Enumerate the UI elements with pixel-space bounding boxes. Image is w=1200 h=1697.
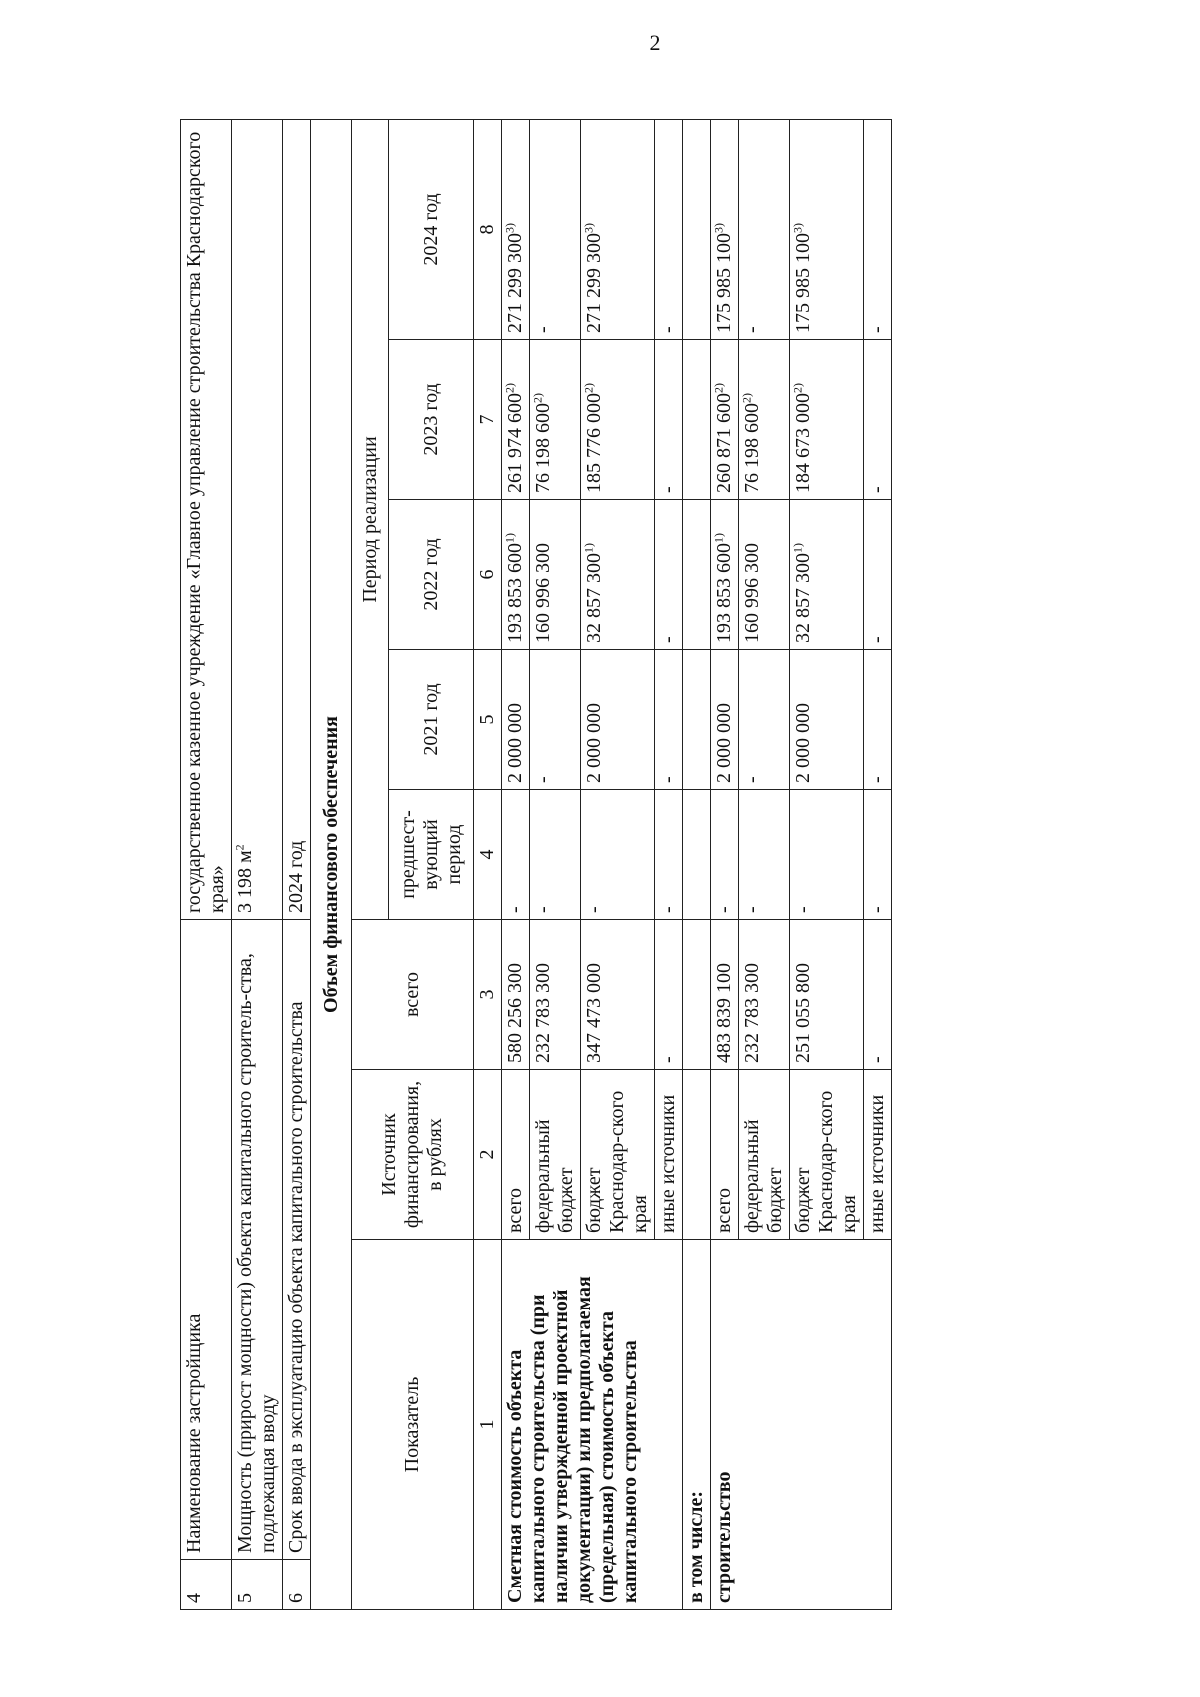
info-row-label: Срок ввода в эксплуатацию объекта капитального строительства bbox=[283, 919, 311, 1559]
capacity-unit-exponent: 2 bbox=[232, 844, 247, 851]
info-row-number: 5 bbox=[232, 1560, 283, 1610]
column-number: 8 bbox=[474, 119, 502, 339]
amount-cell bbox=[790, 649, 864, 789]
amount-value: 2 000 000 bbox=[792, 702, 814, 783]
info-row-value: государственное казенное учреждение «Главное управление строительства Краснодарского края» bbox=[181, 119, 232, 919]
rotated-table-container bbox=[180, 120, 1130, 1610]
header-year: 2024 год bbox=[389, 119, 474, 339]
column-number: 7 bbox=[474, 339, 502, 499]
amount-cell bbox=[864, 919, 892, 1069]
footnote-mark: 1) bbox=[502, 532, 517, 543]
amount-value: 260 871 600 bbox=[713, 392, 735, 493]
info-row-number: 6 bbox=[283, 1560, 311, 1610]
amount-value: 76 198 600 bbox=[741, 402, 763, 493]
info-row-value bbox=[232, 119, 283, 919]
header-year: 2021 год bbox=[389, 649, 474, 789]
table-row bbox=[502, 119, 530, 1609]
amount-cell bbox=[655, 339, 683, 499]
amount-value: - bbox=[741, 906, 763, 913]
amount-cell bbox=[530, 649, 581, 789]
amount-cell bbox=[739, 499, 790, 649]
amount-cell bbox=[581, 649, 655, 789]
finance-table bbox=[180, 119, 892, 1610]
footnote-mark: 2) bbox=[502, 382, 517, 393]
empty-cell bbox=[683, 339, 711, 499]
amount-value: 271 299 300 bbox=[583, 232, 605, 333]
amount-cell bbox=[655, 789, 683, 919]
source-label: всего bbox=[711, 1070, 739, 1240]
table-body bbox=[181, 119, 892, 1609]
footnote-mark: 2) bbox=[711, 382, 726, 393]
header-row-1 bbox=[352, 119, 389, 1609]
amount-cell bbox=[790, 919, 864, 1069]
amount-value: - bbox=[866, 486, 888, 493]
amount-cell bbox=[790, 119, 864, 339]
header-year: 2023 год bbox=[389, 339, 474, 499]
amount-cell bbox=[530, 499, 581, 649]
amount-value: 2 000 000 bbox=[504, 702, 526, 783]
info-row-label: Наименование застройщика bbox=[181, 919, 232, 1559]
amount-value: 2 000 000 bbox=[583, 702, 605, 783]
footnote-mark: 1) bbox=[711, 532, 726, 543]
amount-cell bbox=[655, 919, 683, 1069]
amount-cell bbox=[864, 649, 892, 789]
empty-cell bbox=[683, 1070, 711, 1240]
amount-cell bbox=[502, 789, 530, 919]
amount-cell bbox=[581, 789, 655, 919]
source-label: бюджет Краснодар-ского края bbox=[790, 1070, 864, 1240]
empty-cell bbox=[683, 119, 711, 339]
column-numbers-row bbox=[474, 119, 502, 1609]
amount-value: - bbox=[504, 906, 526, 913]
amount-cell bbox=[739, 919, 790, 1069]
amount-cell bbox=[711, 119, 739, 339]
header-period: Период реализации bbox=[352, 119, 389, 919]
footnote-mark: 2) bbox=[530, 392, 545, 403]
column-number: 1 bbox=[474, 1240, 502, 1610]
section-title: Объем финансового обеспечения bbox=[311, 119, 352, 1609]
empty-cell bbox=[683, 789, 711, 919]
amount-cell bbox=[711, 339, 739, 499]
empty-cell bbox=[683, 499, 711, 649]
indicator-label: строительство bbox=[711, 1240, 892, 1610]
footnote-mark: 2) bbox=[581, 382, 596, 393]
amount-value: - bbox=[657, 1056, 679, 1063]
amount-value: 193 853 600 bbox=[713, 542, 735, 643]
footnote-mark: 1) bbox=[790, 542, 805, 553]
amount-value: - bbox=[532, 326, 554, 333]
header-year: 2022 год bbox=[389, 499, 474, 649]
amount-cell bbox=[581, 339, 655, 499]
source-label: иные источники bbox=[655, 1070, 683, 1240]
source-label: всего bbox=[502, 1070, 530, 1240]
amount-cell bbox=[864, 499, 892, 649]
amount-cell bbox=[581, 499, 655, 649]
amount-cell bbox=[739, 119, 790, 339]
amount-cell bbox=[739, 649, 790, 789]
amount-cell bbox=[530, 789, 581, 919]
amount-cell bbox=[711, 499, 739, 649]
indicator-label: Сметная стоимость объекта капитального строительства (при наличии утвержденной проектной документации) или предполагаемая (предельная) стоимость объекта капитального строительства bbox=[502, 1240, 683, 1610]
column-number: 2 bbox=[474, 1070, 502, 1240]
amount-value: - bbox=[657, 906, 679, 913]
amount-cell bbox=[790, 499, 864, 649]
table-row bbox=[711, 119, 739, 1609]
empty-cell bbox=[683, 919, 711, 1069]
section-title-row bbox=[311, 119, 352, 1609]
amount-cell bbox=[502, 119, 530, 339]
column-number: 3 bbox=[474, 919, 502, 1069]
subheading-row bbox=[683, 119, 711, 1609]
amount-cell bbox=[530, 339, 581, 499]
amount-value: 261 974 600 bbox=[504, 392, 526, 493]
amount-value: 76 198 600 bbox=[532, 402, 554, 493]
header-total: всего bbox=[352, 919, 474, 1069]
header-indicator: Показатель bbox=[352, 1240, 474, 1610]
amount-value: - bbox=[866, 776, 888, 783]
amount-cell bbox=[502, 339, 530, 499]
footnote-mark: 3) bbox=[581, 222, 596, 233]
amount-value: 232 783 300 bbox=[532, 963, 554, 1063]
amount-value: 2 000 000 bbox=[713, 702, 735, 783]
source-label: федеральный бюджет bbox=[739, 1070, 790, 1240]
amount-cell bbox=[502, 649, 530, 789]
amount-value: 193 853 600 bbox=[504, 542, 526, 643]
empty-cell bbox=[683, 649, 711, 789]
info-row-value: 2024 год bbox=[283, 119, 311, 919]
amount-cell bbox=[655, 649, 683, 789]
amount-cell bbox=[581, 919, 655, 1069]
info-row bbox=[283, 119, 311, 1609]
amount-value: 160 996 300 bbox=[532, 542, 554, 643]
amount-value: - bbox=[792, 906, 814, 913]
capacity-value: 3 198 м bbox=[234, 850, 256, 913]
page-number: 2 bbox=[649, 30, 661, 55]
source-label: иные источники bbox=[864, 1070, 892, 1240]
amount-value: 184 673 000 bbox=[792, 392, 814, 493]
footnote-mark: 3) bbox=[502, 222, 517, 233]
amount-value: 32 857 300 bbox=[583, 552, 605, 643]
amount-cell bbox=[530, 919, 581, 1069]
amount-cell bbox=[739, 339, 790, 499]
amount-value: - bbox=[532, 776, 554, 783]
footnote-mark: 2) bbox=[790, 382, 805, 393]
info-row-number: 4 bbox=[181, 1560, 232, 1610]
info-row bbox=[232, 119, 283, 1609]
amount-cell bbox=[530, 119, 581, 339]
amount-cell bbox=[502, 919, 530, 1069]
amount-value: 580 256 300 bbox=[504, 963, 526, 1063]
amount-value: 271 299 300 bbox=[504, 232, 526, 333]
amount-cell bbox=[790, 339, 864, 499]
amount-value: 483 839 100 bbox=[713, 963, 735, 1063]
amount-value: - bbox=[657, 776, 679, 783]
amount-value: 251 055 800 bbox=[792, 963, 814, 1063]
info-row-label: Мощность (прирост мощности) объекта капитального строитель-ства, подлежащая вводу bbox=[232, 919, 283, 1559]
amount-value: 160 996 300 bbox=[741, 542, 763, 643]
amount-cell bbox=[711, 649, 739, 789]
amount-value: - bbox=[741, 776, 763, 783]
amount-value: - bbox=[866, 1056, 888, 1063]
amount-value: 175 985 100 bbox=[792, 232, 814, 333]
amount-value: 175 985 100 bbox=[713, 232, 735, 333]
footnote-mark: 2) bbox=[739, 392, 754, 403]
amount-value: - bbox=[657, 486, 679, 493]
source-label: бюджет Краснодар-ского края bbox=[581, 1070, 655, 1240]
column-number: 5 bbox=[474, 649, 502, 789]
amount-value: - bbox=[657, 326, 679, 333]
amount-cell bbox=[864, 339, 892, 499]
amount-value: - bbox=[657, 636, 679, 643]
amount-value: - bbox=[532, 906, 554, 913]
amount-cell bbox=[790, 789, 864, 919]
amount-value: 347 473 000 bbox=[583, 963, 605, 1063]
column-number: 6 bbox=[474, 499, 502, 649]
amount-value: 32 857 300 bbox=[792, 552, 814, 643]
column-number: 4 bbox=[474, 789, 502, 919]
header-source: Источник финансирования, в рублях bbox=[352, 1070, 474, 1240]
amount-cell bbox=[864, 789, 892, 919]
amount-cell bbox=[711, 789, 739, 919]
amount-value: - bbox=[866, 636, 888, 643]
amount-value: 185 776 000 bbox=[583, 392, 605, 493]
info-row bbox=[181, 119, 232, 1609]
amount-cell bbox=[864, 119, 892, 339]
amount-cell bbox=[655, 119, 683, 339]
source-label: федеральный бюджет bbox=[530, 1070, 581, 1240]
amount-value: - bbox=[583, 906, 605, 913]
amount-cell bbox=[655, 499, 683, 649]
amount-cell bbox=[502, 499, 530, 649]
amount-value: 232 783 300 bbox=[741, 963, 763, 1063]
amount-cell bbox=[581, 119, 655, 339]
amount-value: - bbox=[741, 326, 763, 333]
amount-value: - bbox=[713, 906, 735, 913]
footnote-mark: 1) bbox=[581, 542, 596, 553]
footnote-mark: 3) bbox=[711, 222, 726, 233]
amount-cell bbox=[711, 919, 739, 1069]
amount-value: - bbox=[866, 326, 888, 333]
footnote-mark: 3) bbox=[790, 222, 805, 233]
amount-cell bbox=[739, 789, 790, 919]
amount-value: - bbox=[866, 906, 888, 913]
subheading: в том числе: bbox=[683, 1240, 711, 1610]
header-previous: предшест-вующий период bbox=[389, 789, 474, 919]
